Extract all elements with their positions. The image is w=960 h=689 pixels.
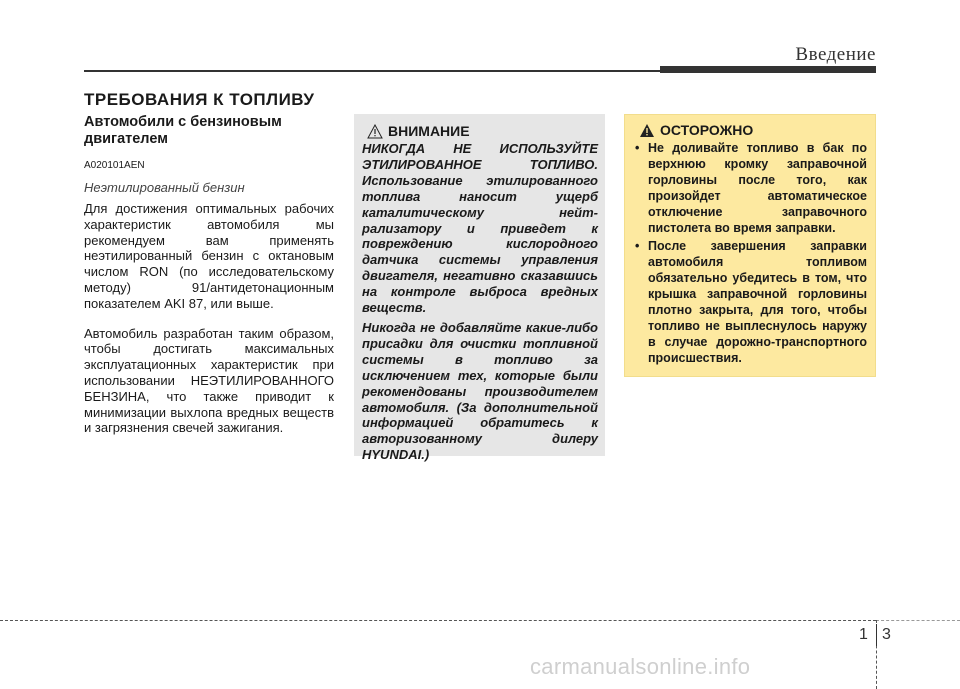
footer-rule-right	[876, 620, 960, 621]
notice-box	[354, 114, 605, 463]
header-rule	[84, 70, 660, 72]
warning-triangle-icon	[639, 123, 655, 138]
watermark: carmanualsonline.info	[530, 654, 751, 679]
subsection-title: Автомобили с бензиновым двигателем	[84, 114, 282, 147]
warning-item-1	[633, 141, 867, 236]
warning-item-text: После завершения заправки автомобиля топливом обязательно убедитесь в том, что крышка заправочной горловины плотно закрыта, для того, чтобы топливо не выплеснулось наружу в случае дорожно-транспортного происшествия.	[648, 239, 867, 365]
warning-box	[624, 114, 876, 377]
notice-paragraph-2: Никогда не добавляйте какие-либо присадки для очистки топливной системы в топливо за исключением тех, которые были рекомендованы производителем автомобиля. (За дополнительной информацией обратитесь к авторизованному дилеру HYUNDAI.)	[362, 319, 598, 463]
bullet: •	[635, 141, 640, 155]
italic-heading: Неэтилированный бензин	[84, 180, 245, 195]
bullet: •	[635, 239, 640, 254]
warning-item-2	[633, 239, 867, 366]
reference-code: A020101AEN	[84, 160, 145, 171]
section-title: ТРЕБОВАНИЯ К ТОПЛИВУ	[84, 90, 315, 109]
page-number-divider	[876, 624, 877, 646]
warning-list	[633, 141, 867, 367]
page-number: 3	[882, 626, 891, 643]
notice-paragraph-1: НИКОГДА НЕ ИСПОЛЬЗУЙТЕ ЭТИЛИРОВАННОЕ ТОПЛИВО. Использование этилированного топлива наносит ущерб каталитическому нейт-рализатору и приведет к повреждению кислородного датчика системы управления двигателя, негативно сказавшись на контроле выброса вредных веществ.	[362, 141, 598, 316]
warning-heading-row	[633, 122, 867, 138]
left-column	[84, 114, 334, 450]
warning-item-text: Не доливайте топливо в бак по верхнюю кромку заправочной горловины после того, как произойдет автоматическое отключение заправочного пистолета во время заправки.	[648, 141, 867, 235]
footer-rule	[0, 620, 876, 621]
chapter-number: 1	[859, 626, 868, 643]
notice-heading-row	[362, 123, 598, 139]
body-paragraph-2: Автомобиль разработан таким образом, чтобы достигать максимальных эксплуатационных характеристик при использовании НЕЭТИЛИРОВАННОГО БЕНЗИНА, что также приводит к минимизации выхлопа вредных веществ и загрязнения свечей зажигания.	[84, 325, 334, 436]
chapter-header-title: Введение	[795, 44, 876, 65]
header-bar	[660, 66, 876, 73]
body-paragraph-1: Для достижения оптимальных рабочих характеристик автомобиля мы рекомендуем вам применять неэтилированный бензин с октановым числом RON (по исследовательскому методу) 91/антидетонационным показателем AKI 87, или выше.	[84, 201, 334, 311]
warning-heading: ОСТОРОЖНО	[660, 122, 754, 138]
caution-outline-icon	[367, 124, 383, 139]
notice-heading: ВНИМАНИЕ	[388, 123, 470, 139]
